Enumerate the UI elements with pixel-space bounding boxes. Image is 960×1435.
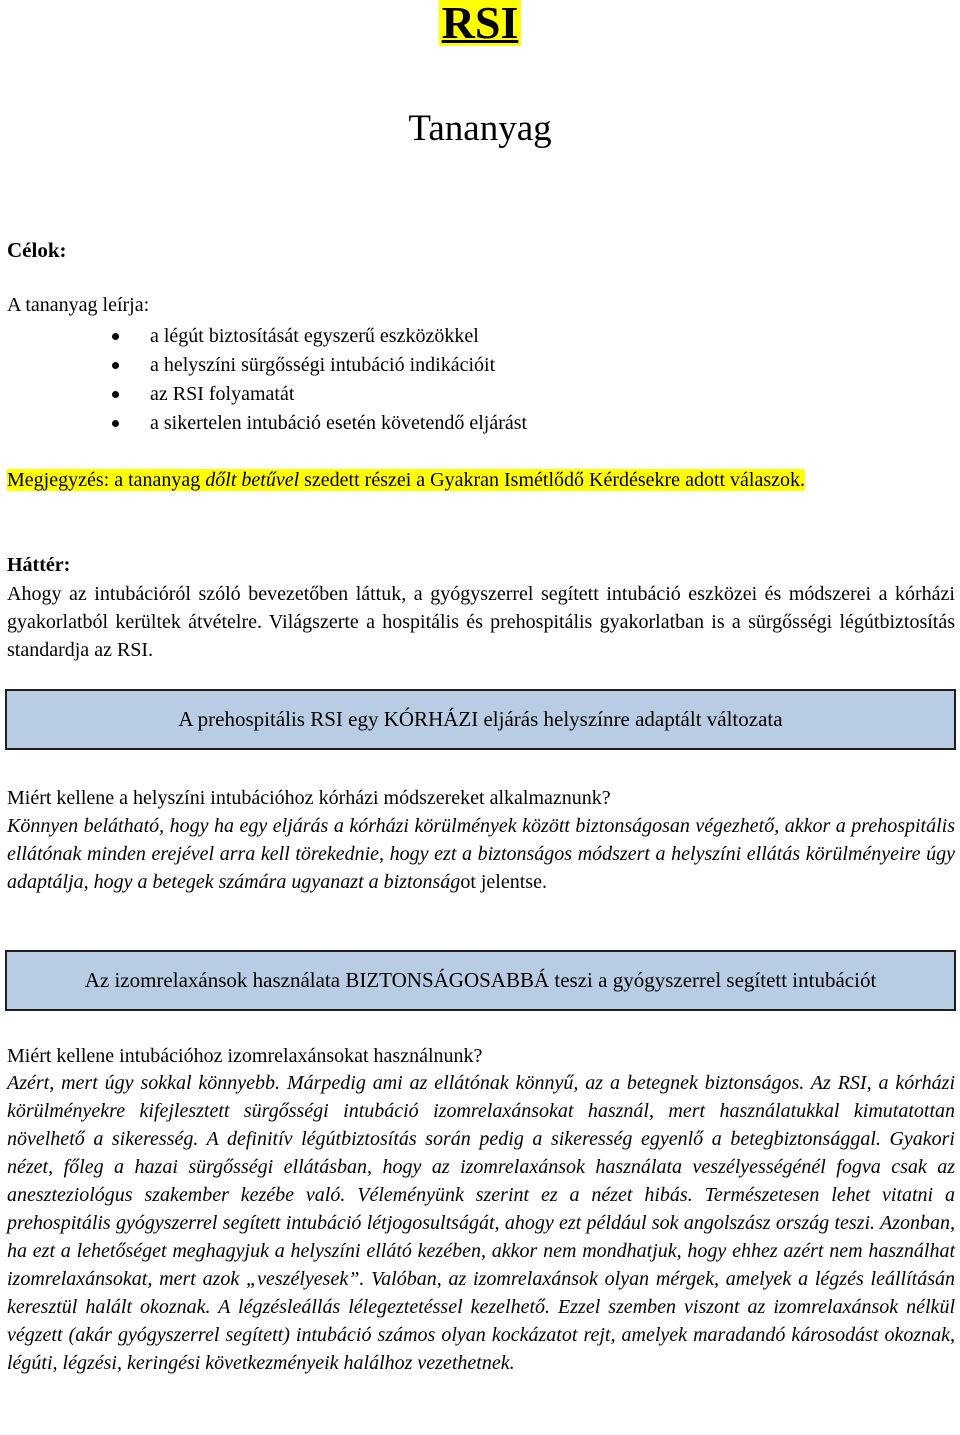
question-muscle-relaxants: Miért kellene intubációhoz izomrelaxánsokat használnunk? <box>7 1045 483 1067</box>
answer-italic-text: Azért, mert úgy sokkal könnyebb. Márpedig ami az ellátónak könnyű, az a betegnek biztonságos. Az RSI, a kórházi körülményekre kifejlesztett sürgősségi intubáció izomrelaxánsokat használ, mert használatukkal kimutatottan növelhető a sikeresség. A definitív légútbiztosítás során pedig a sikeresség egyenlő a betegbiztonsággal. Gyakori nézet, főleg a hazai sürgősségi ellátásban, hogy az izomrelaxánsok használata veszélyességénél fogva csak az aneszteziológus szakember kezébe való. Véleményünk szerint ez a nézet hibás. Természetesen lehet vitatni a prehospitális gyógyszerrel segített intubáció létjogosultságát, ahogy ezt például sok angolszász ország teszi. Azonban, ha ezt a lehetőséget meghagyjuk a helyszíni ellátó kezében, akkor nem mondhatjuk, hogy ehhez azért nem használhat izomrelaxánsokat, mert azok „veszélyesek”. Valóban, az izomrelaxánsok olyan mérgek, amelyek a légzés leállításán keresztül halált okoznak. A légzésleállás lélegeztetéssel kezelhető. Ezzel szemben viszont az izomrelaxánsok nélkül végzett (akár gyógyszerrel segített) intubáció számos olyan kockázatot rejt, amelyek maradandó károsodást okoznak, légúti, légzési, keringési következményeik halálhoz vezethetnek. <box>7 1072 955 1374</box>
answer-italic-text: Könnyen belátható, hogy ha egy eljárás a kórházi körülmények között biztonságosan végezhető, akkor a prehospitális ellátónak minden erejével arra kell törekednie, hogy ezt a biztonságos módszert a helyszíni ellátás körülményeire úgy adaptálja, hogy a betegek számára ugyanazt a biztonság <box>7 815 955 893</box>
document-title: RSI <box>439 0 522 46</box>
background-heading: Háttér: <box>7 554 71 576</box>
background-paragraph: Ahogy az intubációról szóló bevezetőben láttuk, a gyógyszerrel segített intubáció eszközei és módszerei a kórházi gyakorlatból kerültek átvételre. Világszerte a hospitális és prehospitális gyakorlatban is a sürgősségi légútbiztosítás standardja az RSI. <box>7 583 955 661</box>
callout-box-hospital-procedure: A prehospitális RSI egy KÓRHÁZI eljárás helyszínre adaptált változata <box>5 689 956 750</box>
callout-box-muscle-relaxants: Az izomrelaxánsok használata BIZTONSÁGOSABBÁ teszi a gyógyszerrel segített intubációt <box>5 950 956 1011</box>
note-italic-text: dőlt betűvel <box>205 469 300 491</box>
goals-list-item: az RSI folyamatát <box>0 381 527 410</box>
note-text-end: szedett részei a Gyakran Ismétlődő Kérdésekre adott válaszok. <box>299 469 806 491</box>
document-subtitle: Tananyag <box>408 108 552 149</box>
goals-list <box>0 323 527 439</box>
note-paragraph <box>7 466 955 494</box>
answer-hospital-methods <box>7 812 955 896</box>
goals-intro: A tananyag leírja: <box>7 294 150 316</box>
note-text-start: Megjegyzés: a tananyag <box>7 469 206 491</box>
answer-muscle-relaxants <box>7 1069 955 1377</box>
question-hospital-methods: Miért kellene a helyszíni intubációhoz kórházi módszereket alkalmaznunk? <box>7 787 611 809</box>
goals-list-item: a légút biztosítását egyszerű eszközökkel <box>0 323 527 352</box>
title-wrap <box>0 0 960 46</box>
goals-list-item: a sikertelen intubáció esetén követendő eljárást <box>0 410 527 439</box>
goals-list-item: a helyszíni sürgősségi intubáció indikációit <box>0 352 527 381</box>
goals-heading: Célok: <box>7 238 67 262</box>
answer-tail-text: ot jelentse. <box>460 871 547 893</box>
